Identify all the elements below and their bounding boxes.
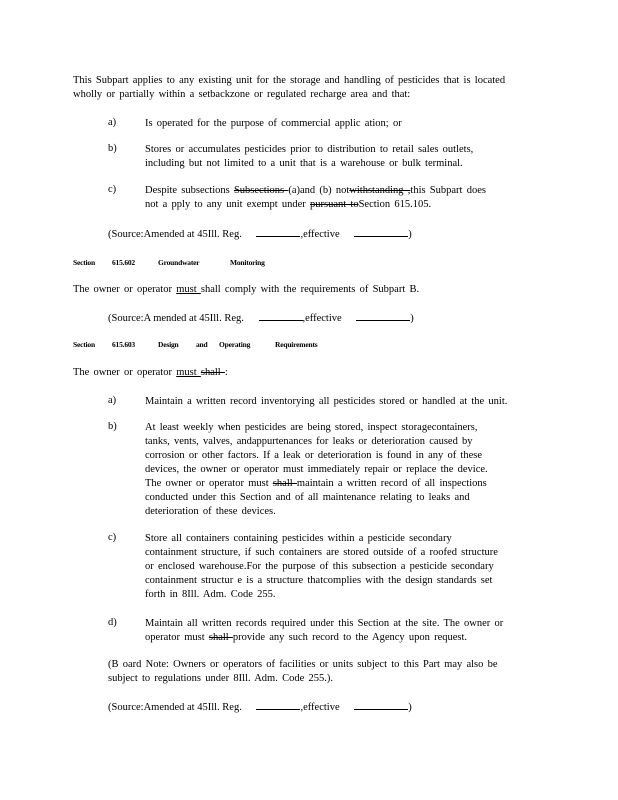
deleted-text: Subsections — [233, 185, 289, 196]
source-note-2: (Source:A mended at 45Ill. Reg. ,effective ) — [108, 313, 414, 324]
item-b-line-7: deterioration of these devices. — [145, 506, 276, 517]
item-a-text: Is operated for the purpose of commercial applic ation; or — [145, 118, 402, 129]
item-c-line-1: Store all containers containing pesticides within a pesticide secondary — [145, 533, 452, 544]
item-b-line-6: conducted under this Section and of all maintenance relating to leaks and — [145, 492, 470, 503]
item-d-text-b: provide any such record to the Agency upon request. — [232, 632, 468, 643]
deleted-text: shall — [208, 632, 233, 643]
inserted-text: must — [176, 367, 201, 378]
section-title-word: Monitoring — [230, 258, 265, 267]
section-title-word: Requirements — [275, 340, 318, 349]
source-text: (Source:A mended at 45Ill. Reg. — [108, 313, 244, 324]
body-text-b: shall comply with the requirements of Subpart B. — [200, 284, 420, 295]
section-number: 615.602 — [112, 258, 135, 267]
deleted-text: shall — [272, 478, 297, 489]
blank-line — [256, 227, 300, 237]
deleted-text: shall — [200, 367, 225, 378]
item-a-label: a) — [108, 395, 117, 406]
item-d-text-a: operator must — [145, 632, 209, 643]
blank-line — [354, 227, 408, 237]
section-title-word: Operating — [219, 340, 251, 349]
item-b-line-2: tanks, vents, valves, andappurtenances for leaks or deterioration caused by — [145, 436, 473, 447]
source-text: (Source:Amended at 45Ill. Reg. — [108, 702, 242, 713]
board-note-line-2: subject to regulations under 8Ill. Adm. Code 255.). — [108, 673, 333, 684]
section-title-word: and — [196, 340, 208, 349]
intro-line-2: wholly or partially within a setbackzone or regulated recharge area and that: — [73, 89, 411, 100]
blank-line — [259, 311, 303, 321]
section-title-word: Groundwater — [158, 258, 200, 267]
source-note-3: (Source:Amended at 45Ill. Reg. ,effective ) — [108, 702, 412, 713]
section-603-body — [73, 366, 228, 379]
section-number: 615.603 — [112, 340, 135, 349]
item-c-label: c) — [108, 184, 117, 195]
item-d-line-1: Maintain all written records required under this Section at the site. The owner or — [145, 618, 504, 629]
source-text: (Source:Amended at 45Ill. Reg. — [108, 229, 242, 240]
item-b-line-5 — [145, 477, 487, 490]
item-b-line-3: corrosion or other factors. If a leak or deterioration is found in any of these — [145, 450, 482, 461]
item-c-text-e: Section 615.105. — [358, 199, 432, 210]
item-c-text-b: (a)and (b) not — [288, 185, 350, 196]
board-note-line-1: (B oard Note: Owners or operators of facilities or units subject to this Part may also be — [108, 659, 498, 670]
intro-line-1: This Subpart applies to any existing unit for the storage and handling of pesticides that is located — [73, 75, 506, 86]
item-c-line-1 — [145, 184, 486, 197]
item-a-label: a) — [108, 117, 117, 128]
blank-line — [256, 700, 300, 710]
inserted-text: must — [176, 284, 201, 295]
item-c-line-4: containment structur e is a structure thatcomplies with the design standards set — [145, 575, 493, 586]
blank-line — [356, 311, 410, 321]
source-note-1: (Source:Amended at 45Ill. Reg. ,effective ) — [108, 229, 412, 240]
item-b-line-2: including but not limited to a unit that is a warehouse or bulk terminal. — [145, 158, 463, 169]
section-602-body — [73, 283, 419, 296]
item-b-label: b) — [108, 143, 117, 154]
blank-line — [354, 700, 408, 710]
item-b-line-1: At least weekly when pesticides are being stored, inspect storagecontainers, — [145, 422, 478, 433]
item-c-line-2: containment structure, if such containers are stored outside of a roofed structure — [145, 547, 498, 558]
item-b-text-a: The owner or operator must — [145, 478, 273, 489]
deleted-text: pursuant to — [310, 199, 359, 210]
item-b-label: b) — [108, 421, 117, 432]
source-effective: ,effective — [300, 229, 340, 240]
item-c-text-c: this Subpart does — [410, 185, 486, 196]
item-c-text-d: not a pply to any unit exempt under — [145, 199, 311, 210]
section-title-word: Design — [158, 340, 179, 349]
source-effective: ,effective — [302, 313, 342, 324]
item-c-line-2 — [145, 198, 431, 211]
body-text-a: The owner or operator — [73, 284, 177, 295]
section-word: Section — [73, 340, 95, 349]
deleted-text: withstanding , — [349, 185, 411, 196]
item-c-line-5: forth in 8Ill. Adm. Code 255. — [145, 589, 276, 600]
source-effective: ,effective — [300, 702, 340, 713]
item-c-text-a: Despite subsections — [145, 185, 234, 196]
body-text-b: : — [224, 367, 228, 378]
item-c-label: c) — [108, 532, 117, 543]
item-d-label: d) — [108, 617, 117, 628]
item-d-line-2 — [145, 631, 467, 644]
section-word: Section — [73, 258, 95, 267]
item-b-line-4: devices, the owner or operator must immediately repair or replace the device. — [145, 464, 488, 475]
item-b-text-b: maintain a written record of all inspections — [296, 478, 487, 489]
item-c-line-3: or enclosed warehouse.For the purpose of this subsection a pesticide secondary — [145, 561, 494, 572]
item-a-text: Maintain a written record inventorying all pesticides stored or handled at the unit. — [145, 396, 508, 407]
item-b-line-1: Stores or accumulates pesticides prior to distribution to retail sales outlets, — [145, 144, 474, 155]
body-text-a: The owner or operator — [73, 367, 177, 378]
